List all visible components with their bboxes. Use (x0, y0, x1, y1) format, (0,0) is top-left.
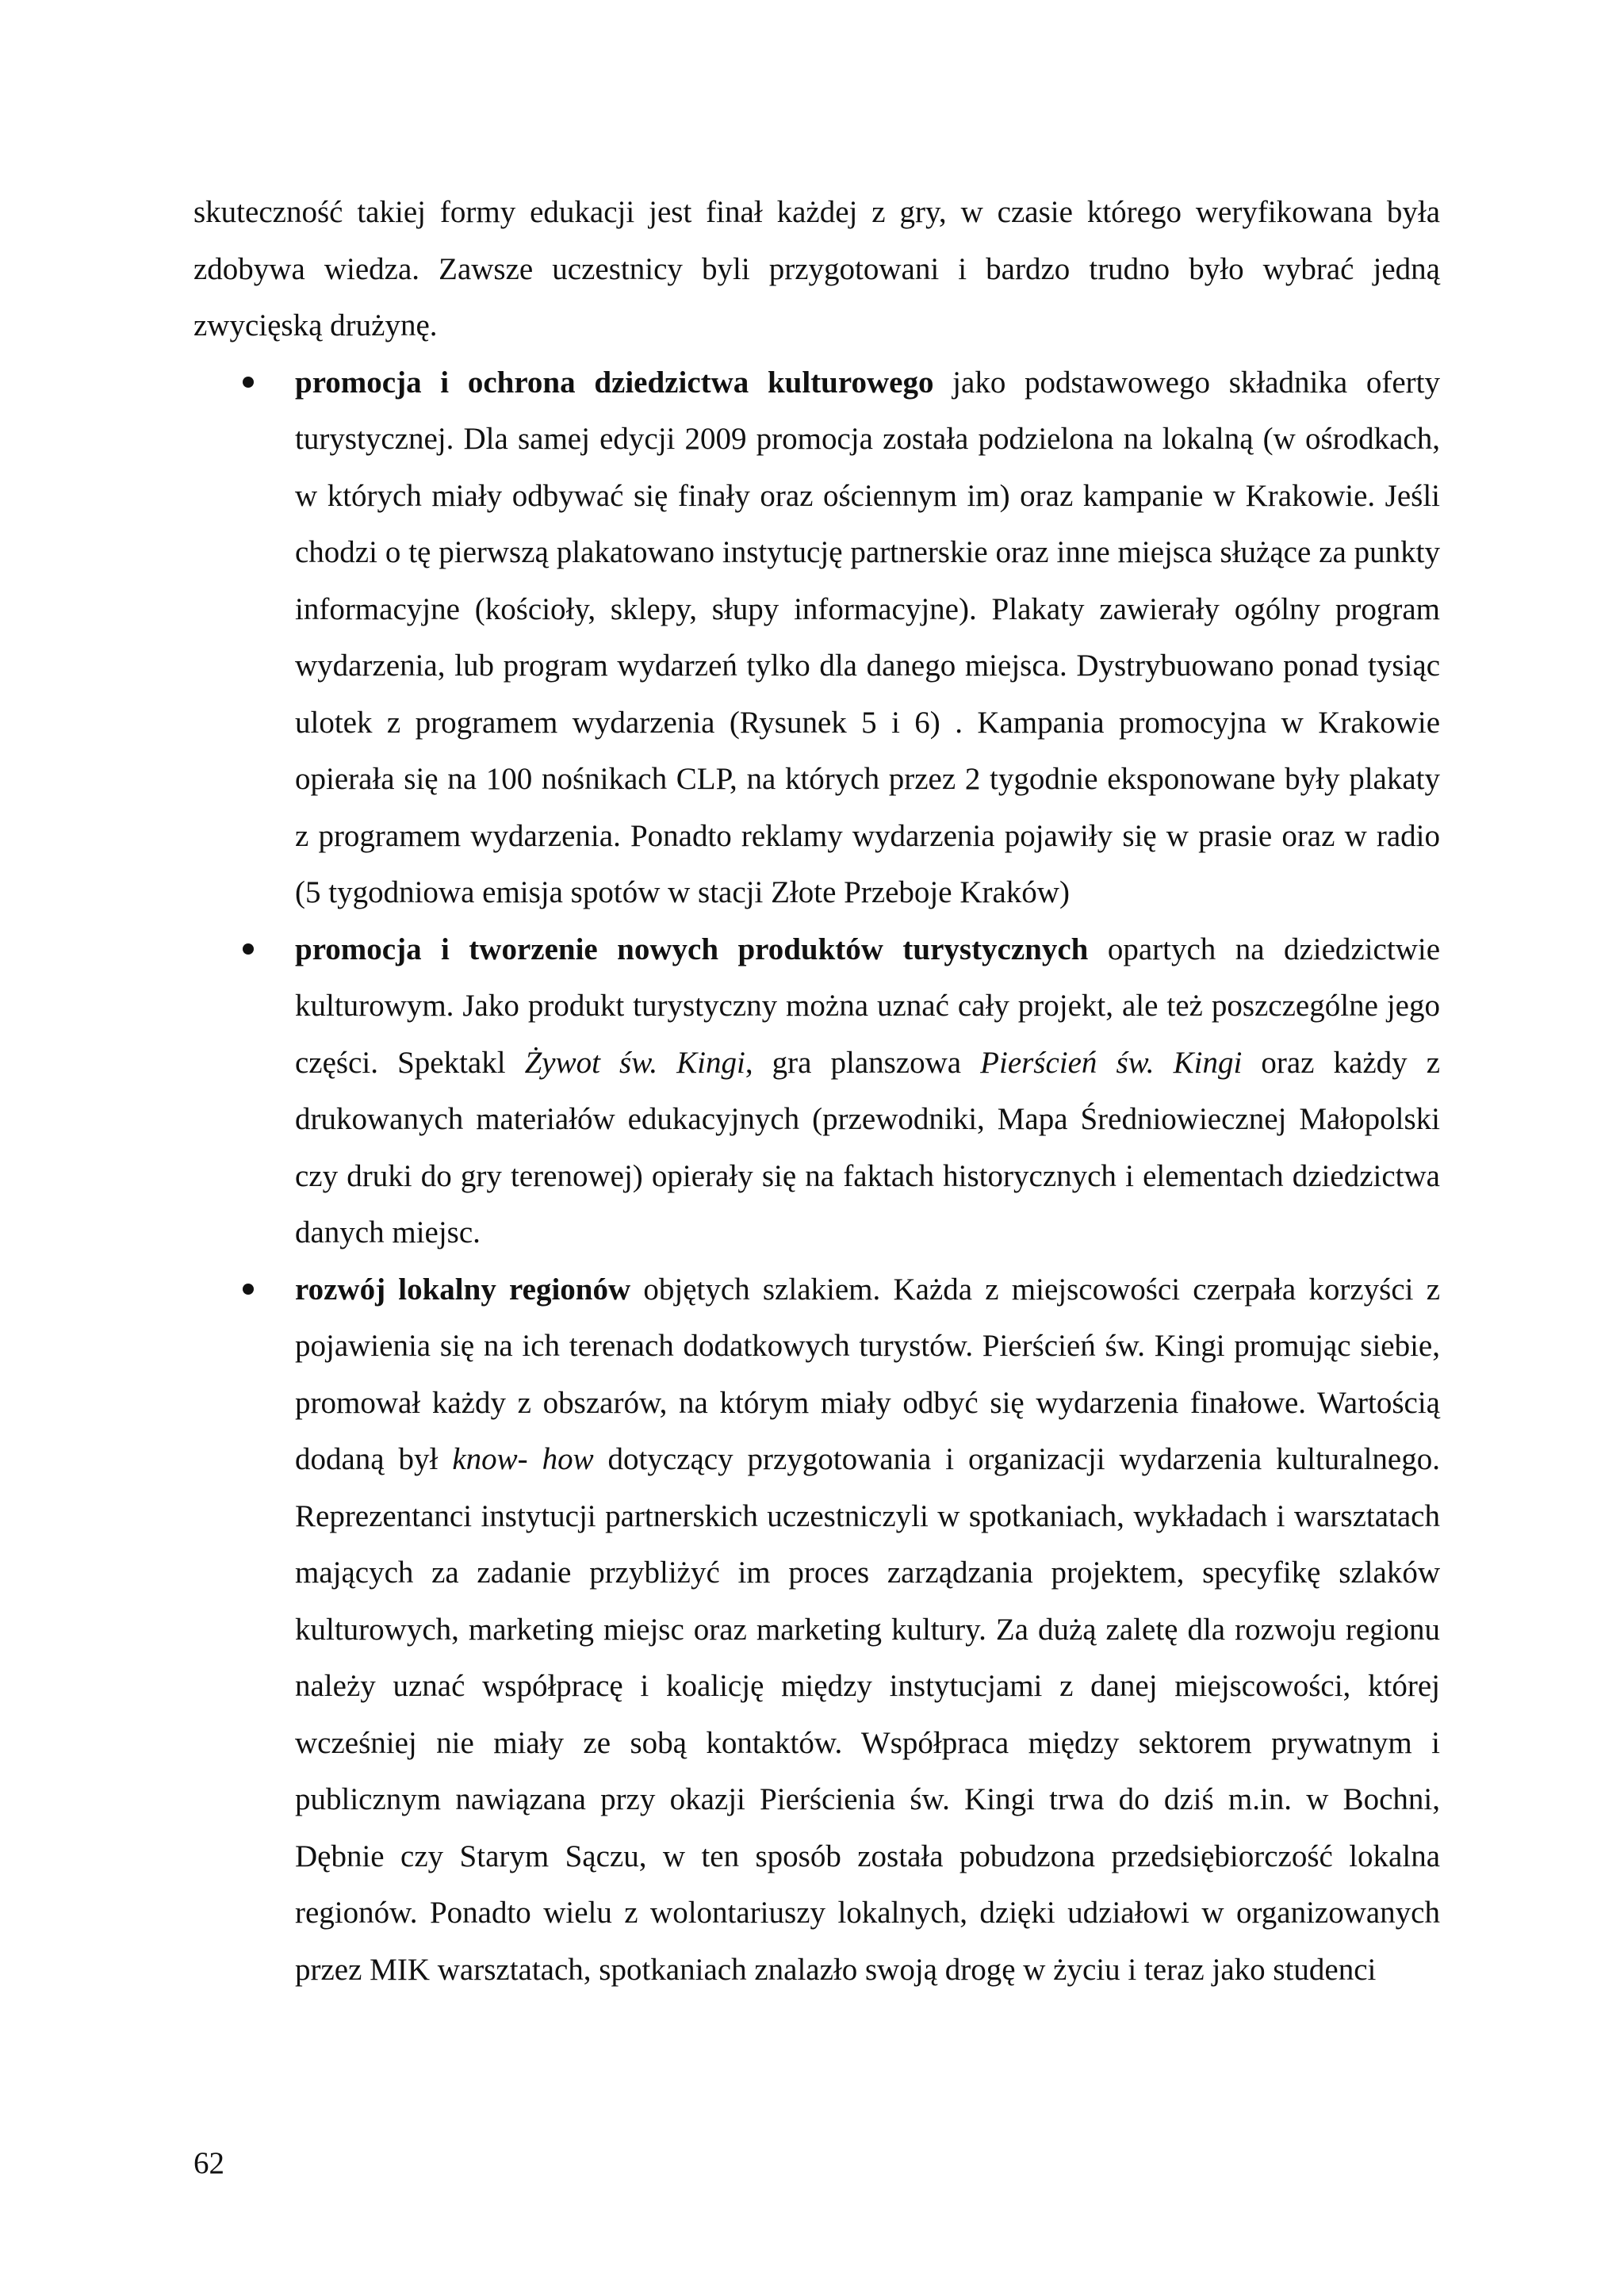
document-body (193, 184, 1440, 1998)
intro-paragraph: skuteczność takiej formy edukacji jest finał każdej z gry, w czasie którego weryfikowana była zdobywa wiedza. Zawsze uczestnicy byli przygotowani i bardzo trudno było wybrać jedną zwycięską drużynę. (193, 195, 1440, 342)
bullet-list (193, 354, 1440, 1999)
bullet-heading: rozwój lokalny regionów (295, 1272, 631, 1307)
term-italic: know- how (452, 1442, 594, 1476)
bullet-text: jako podstawowego składnika oferty turystycznej. Dla samej edycji 2009 promocja została podzielona na lokalną (w ośrodkach, w których miały odbywać się finały oraz ościennym im) oraz kampanie w Krakowie. Jeśli chodzi o tę pierwszą plakatowano instytucję partnerskie oraz inne miejsca służące za punkty informacyjne (kościoły, sklepy, słupy informacyjne). Plakaty zawierały ogólny program wydarzenia, lub program wydarzeń tylko dla danego miejsca. Dystrybuowano ponad tysiąc ulotek z programem wydarzenia (Rysunek 5 i 6) . Kampania promocyjna w Krakowie opierała się na 100 nośnikach CLP, na których przez 2 tygodnie eksponowane były plakaty z programem wydarzenia. Ponadto reklamy wydarzenia pojawiły się w prasie oraz w radio (5 tygodniowa emisja spotów w stacji Złote Przeboje Kraków) (295, 365, 1440, 909)
bullet-icon (243, 943, 254, 955)
title-italic: Żywot św. Kingi (524, 1045, 745, 1080)
bullet-text: objętych szlakiem. Każda z miejscowości czerpała korzyści z pojawienia się na ich terenach dodatkowych turystów. Pierścień św. Kingi promując siebie, promował każdy z obszarów, na którym miały odbyć się wydarzenia finałowe. Wartością dodaną był (295, 1272, 1440, 1476)
title-italic: Pierścień św. Kingi (980, 1045, 1243, 1080)
bullet-item-tourist-products (193, 921, 1440, 1261)
bullet-text: , gra planszowa (745, 1045, 981, 1080)
bullet-item-promotion-heritage (193, 354, 1440, 921)
page-number: 62 (193, 2146, 224, 2180)
bullet-text: dotyczący przygotowania i organizacji wydarzenia kulturalnego. Reprezentanci instytucji partnerskich uczestniczyli w spotkaniach, wykładach i warsztatach mających za zadanie przybliżyć im proces zarządzania projektem, specyfikę szlaków kulturowych, marketing miejsc oraz marketing kultury. Za dużą zaletę dla rozwoju regionu należy uznać współpracę i koalicję między instytucjami z danej miejscowości, której wcześniej nie miały ze sobą kontaktów. Współpraca między sektorem prywatnym i publicznym nawiązana przy okazji Pierścienia św. Kingi trwa do dziś m.in. w Bochni, Dębnie czy Starym Sączu, w ten sposób została pobudzona przedsiębiorczość lokalna regionów. Ponadto wielu z wolontariuszy lokalnych, dzięki udziałowi w organizowanych przez MIK warsztatach, spotkaniach znalazło swoją drogę w życiu i teraz jako studenci (295, 1442, 1440, 1987)
bullet-item-local-development (193, 1261, 1440, 1999)
bullet-heading: promocja i ochrona dziedzictwa kulturowego (295, 365, 934, 400)
bullet-icon (243, 377, 254, 388)
bullet-icon (243, 1284, 254, 1295)
bullet-heading: promocja i tworzenie nowych produktów turystycznych (295, 932, 1089, 966)
bullet-text: oraz każdy z drukowanych materiałów edukacyjnych (przewodniki, Mapa Średniowiecznej Małopolski czy druki do gry terenowej) opierały się na faktach historycznych i elementach dziedzictwa danych miejsc. (295, 1045, 1441, 1249)
bullet-text: opartych na dziedzictwie kulturowym. Jako produkt turystyczny można uznać cały projekt, ale też poszczególne jego części. Spektakl (295, 932, 1441, 1080)
